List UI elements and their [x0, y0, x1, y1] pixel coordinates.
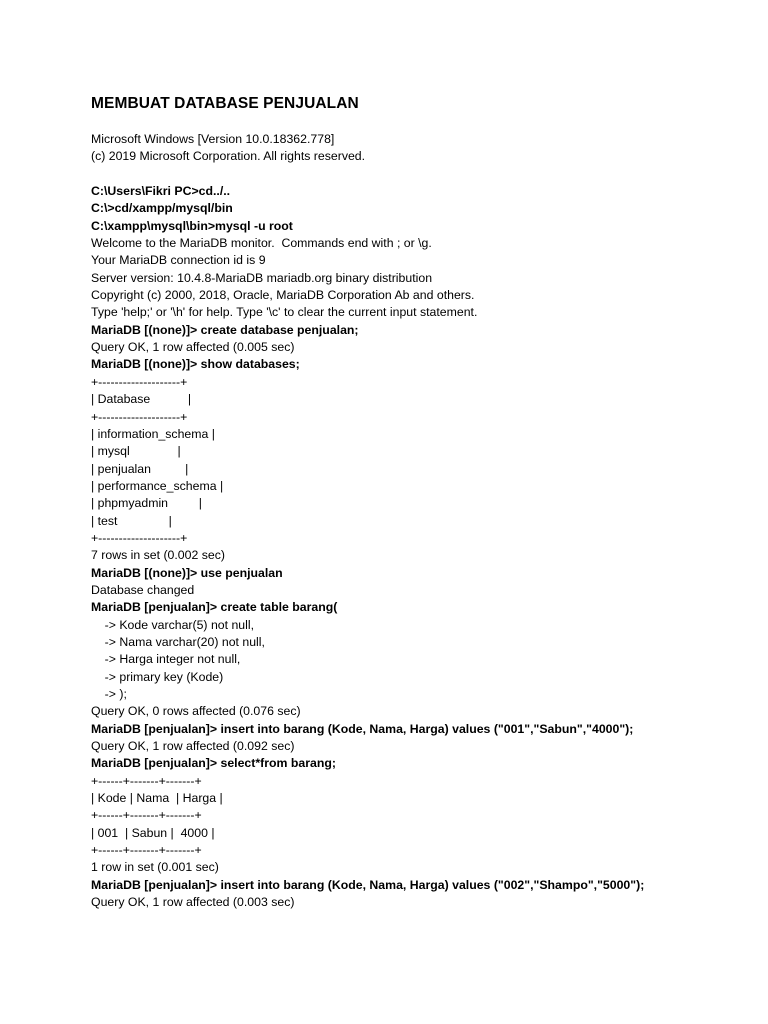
output-line: Server version: 10.4.8-MariaDB mariadb.org binary distribution — [91, 270, 433, 285]
output-line: 1 row in set (0.001 sec) — [91, 860, 219, 875]
output-line: Query OK, 1 row affected (0.003 sec) — [91, 895, 295, 910]
output-line: | Database | — [91, 392, 192, 407]
output-line: +------+-------+-------+ — [91, 808, 202, 823]
output-line: Database changed — [91, 582, 195, 597]
output-line: | penjualan | — [91, 461, 189, 476]
output-line: 7 rows in set (0.002 sec) — [91, 548, 225, 563]
output-line: Type 'help;' or '\h' for help. Type '\c' to clear the current input statement. — [91, 305, 478, 320]
output-line: | information_schema | — [91, 426, 215, 441]
output-line: +--------------------+ — [91, 530, 188, 545]
command-line: MariaDB [penjualan]> insert into barang (Kode, Nama, Harga) values ("002","Shampo","5000"); — [91, 877, 645, 892]
output-line: Welcome to the MariaDB monitor. Commands end with ; or \g. — [91, 236, 432, 251]
command-line: MariaDB [(none)]> use penjualan — [91, 565, 283, 580]
output-line: | mysql | — [91, 444, 181, 459]
output-line: -> Nama varchar(20) not null, — [91, 634, 265, 649]
output-line: -> Harga integer not null, — [91, 652, 241, 667]
output-line: Query OK, 1 row affected (0.092 sec) — [91, 739, 295, 754]
output-line: -> Kode varchar(5) not null, — [91, 617, 255, 632]
output-line: +------+-------+-------+ — [91, 773, 202, 788]
output-line: (c) 2019 Microsoft Corporation. All rights reserved. — [91, 149, 366, 164]
command-line: C:\Users\Fikri PC>cd../.. — [91, 184, 231, 199]
output-line: Copyright (c) 2000, 2018, Oracle, MariaDB Corporation Ab and others. — [91, 288, 475, 303]
output-line: | 001 | Sabun | 4000 | — [91, 825, 215, 840]
blank-line — [91, 166, 731, 183]
command-line: MariaDB [(none)]> show databases; — [91, 357, 300, 372]
output-line: Query OK, 1 row affected (0.005 sec) — [91, 340, 295, 355]
output-line: | performance_schema | — [91, 478, 224, 493]
output-line: | test | — [91, 513, 172, 528]
output-line: +--------------------+ — [91, 374, 188, 389]
output-line: Your MariaDB connection id is 9 — [91, 253, 266, 268]
output-line: +--------------------+ — [91, 409, 188, 424]
document-title: MEMBUAT DATABASE PENJUALAN — [91, 95, 359, 112]
command-line: MariaDB [penjualan]> select*from barang; — [91, 756, 336, 771]
command-line: MariaDB [(none)]> create database penjualan; — [91, 322, 359, 337]
command-line: MariaDB [penjualan]> create table barang( — [91, 600, 338, 615]
console-transcript — [91, 131, 731, 911]
command-line: MariaDB [penjualan]> insert into barang (Kode, Nama, Harga) values ("001","Sabun","4000"); — [91, 721, 634, 736]
output-line: -> primary key (Kode) — [91, 669, 224, 684]
output-line: | Kode | Nama | Harga | — [91, 791, 223, 806]
output-line: Query OK, 0 rows affected (0.076 sec) — [91, 704, 301, 719]
output-line: Microsoft Windows [Version 10.0.18362.778] — [91, 132, 335, 146]
output-line: -> ); — [91, 687, 127, 701]
output-line: +------+-------+-------+ — [91, 843, 202, 858]
output-line: | phpmyadmin | — [91, 496, 202, 511]
command-line: C:\xampp\mysql\bin>mysql -u root — [91, 218, 293, 233]
command-line: C:\>cd/xampp/mysql/bin — [91, 201, 233, 216]
